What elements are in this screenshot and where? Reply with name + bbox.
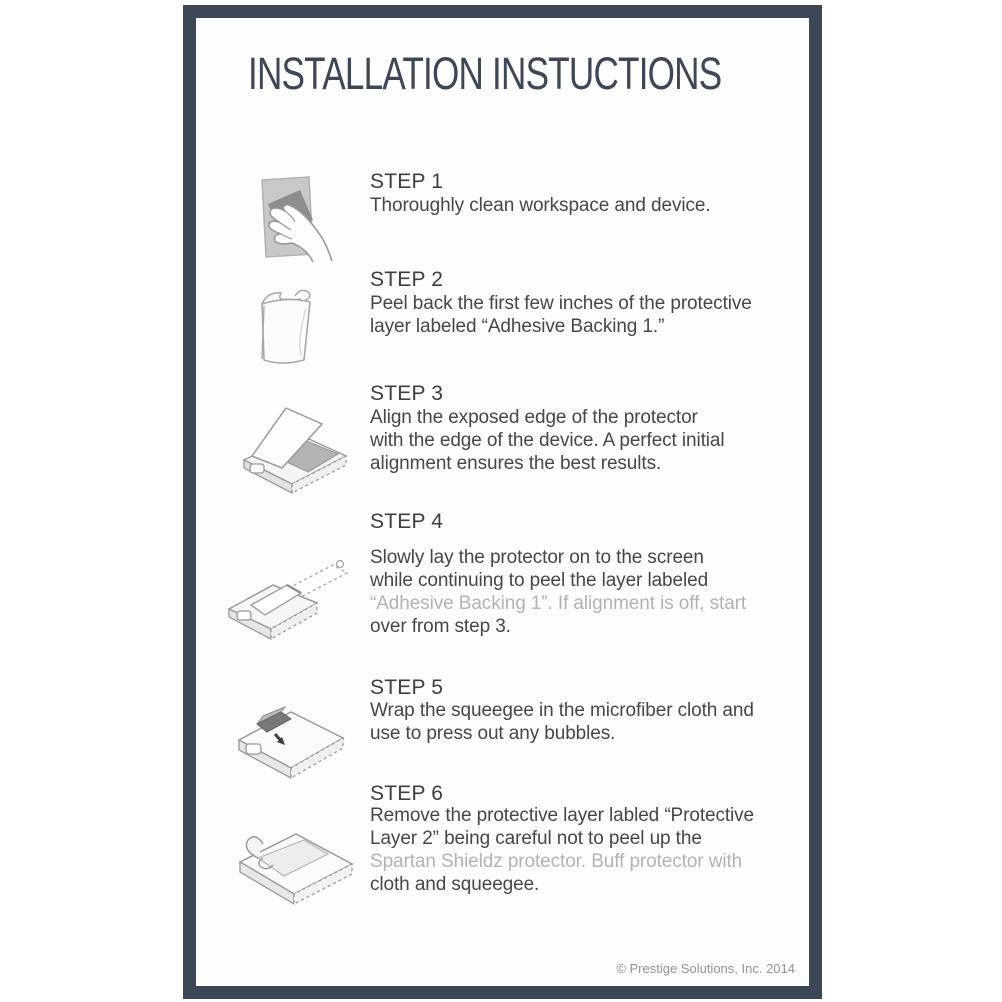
copyright-notice: © Prestige Solutions, Inc. 2014 [616,961,795,976]
step-line: over from step 3. [370,616,511,637]
step-4-body [370,546,746,638]
step-3-body [370,406,725,475]
page-title: INSTALLATION INSTUCTIONS [248,48,722,99]
squeegee-bubbles-icon [233,692,348,780]
peel-backing-film-icon [248,286,340,368]
step-6-body [370,804,754,896]
step-line: use to press out any bubbles. [370,723,616,744]
instruction-card [183,5,822,999]
step-line: Align the exposed edge of the protector [370,407,698,428]
step-5-body [370,699,754,745]
step-line: Remove the protective layer labled “Protective [370,805,755,826]
align-protector-icon [238,396,352,496]
step-3-heading: STEP 3 [370,382,444,405]
step-line: Layer 2” being careful not to peel up the [370,828,702,849]
step-line: Thoroughly clean workspace and device. [370,195,711,216]
step-line: layer labeled “Adhesive Backing 1.” [370,316,665,337]
step-1-heading: STEP 1 [370,170,444,193]
remove-top-layer-icon [232,812,358,906]
step-line: alignment ensures the best results. [370,453,662,474]
step-4-heading: STEP 4 [370,510,444,533]
step-line: while continuing to peel the layer labeled [370,570,709,591]
step-2-heading: STEP 2 [370,268,444,291]
step-line: Wrap the squeegee in the microfiber cloth and [370,700,754,721]
step-line: with the edge of the device. A perfect initial [370,430,725,451]
step-line: “Adhesive Backing 1”. If alignment is off, start [370,593,747,614]
step-2-body [370,292,752,338]
hand-cleaning-device-icon [245,168,335,263]
step-line: cloth and squeegee. [370,874,540,895]
step-6-heading: STEP 6 [370,782,444,805]
step-1-body [370,194,711,217]
step-line: Slowly lay the protector on to the screen [370,547,704,568]
step-5-heading: STEP 5 [370,676,444,699]
step-line: Peel back the first few inches of the protective [370,293,752,314]
lay-protector-icon [225,553,352,641]
step-line: Spartan Shieldz protector. Buff protector with [370,851,743,872]
